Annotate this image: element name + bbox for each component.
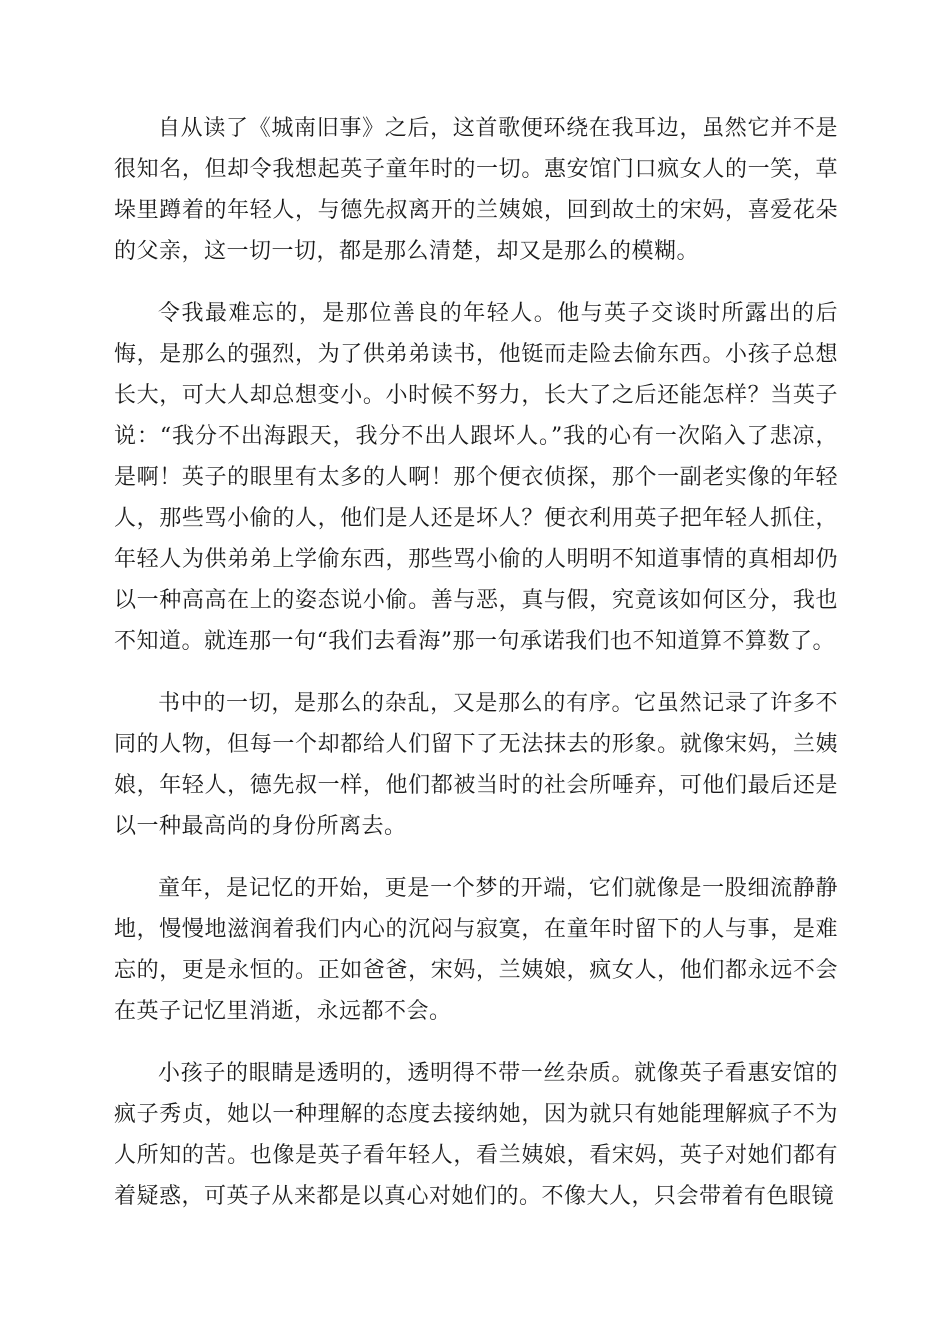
paragraph-1: 自从读了《城南旧事》之后，这首歌便环绕在我耳边，虽然它并不是很知名，但却令我想起英子童年时的一切。惠安馆门口疯女人的一笑，草垛里蹲着的年轻人，与德先叔离开的兰姨娘，回到故土的宋妈，喜爱花朵的父亲，这一切一切，都是那么清楚，却又是那么的模糊。	[114, 116, 838, 264]
paragraph-2: 令我最难忘的，是那位善良的年轻人。他与英子交谈时所露出的后悔，是那么的强烈，为了供弟弟读书，他铤而走险去偷东西。小孩子总想长大，可大人却总想变小。小时候不努力，长大了之后还能怎样？当英子说：“我分不出海跟天，我分不出人跟坏人。”我的心有一次陷入了悲凉，是啊！英子的眼里有太多的人啊！那个便衣侦探，那个一副老实像的年轻人，那些骂小偷的人，他们是人还是坏人？便衣利用英子把年轻人抓住，年轻人为供弟弟上学偷东西，那些骂小偷的人明明不知道事情的真相却仍以一种高高在上的姿态说小偷。善与恶，真与假，究竟该如何区分，我也不知道。就连那一句“我们去看海”那一句承诺我们也不知道算不算数了。	[114, 301, 838, 654]
paragraph-5: 小孩子的眼睛是透明的，透明得不带一丝杂质。就像英子看惠安馆的疯子秀贞，她以一种理解的态度去接纳她，因为就只有她能理解疯子不为人所知的苦。也像是英子看年轻人，看兰姨娘，看宋妈，英子对她们都有着疑惑，可英子从来都是以真心对她们的。不像大人，只会带着有色眼镜	[114, 1061, 838, 1209]
paragraph-4: 童年，是记忆的开始，更是一个梦的开端，它们就像是一股细流静静地，慢慢地滋润着我们内心的沉闷与寂寞，在童年时留下的人与事，是难忘的，更是永恒的。正如爸爸，宋妈，兰姨娘，疯女人，他们都永远不会在英子记忆里消逝，永远都不会。	[114, 876, 838, 1024]
document-body	[114, 108, 838, 1238]
paragraph-3: 书中的一切，是那么的杂乱，又是那么的有序。它虽然记录了许多不同的人物，但每一个却都给人们留下了无法抹去的形象。就像宋妈，兰姨娘，年轻人，德先叔一样，他们都被当时的社会所唾弃，可他们最后还是以一种最高尚的身份所离去。	[114, 691, 838, 839]
